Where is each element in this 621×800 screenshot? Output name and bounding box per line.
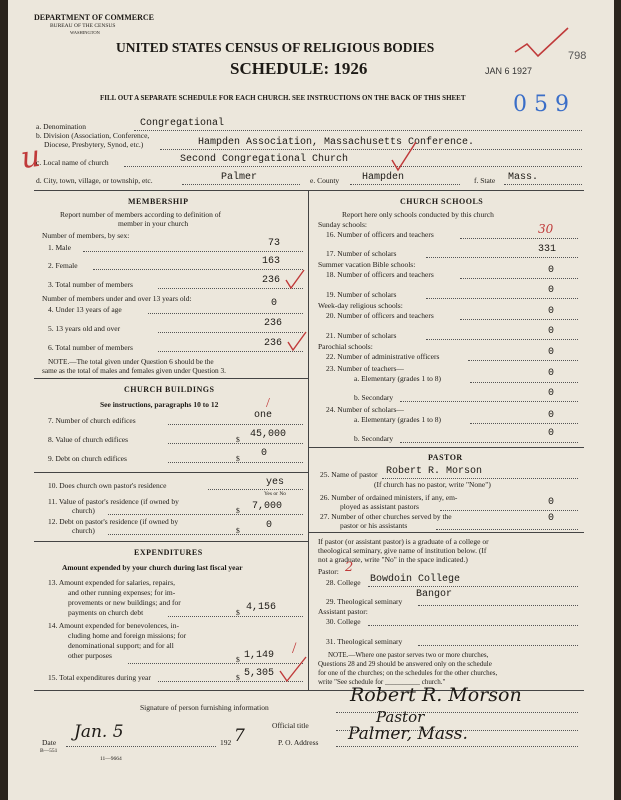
red-tick-q14: / <box>292 640 297 657</box>
q27-value: 0 <box>548 513 555 524</box>
pastor-subhead: Pastor: <box>318 567 339 576</box>
membership-note-2: same as the total of males and females given under Question 3. <box>42 366 226 375</box>
local-name-label: c. Local name of church <box>36 158 109 167</box>
leader <box>158 288 303 289</box>
county-value: Hampden <box>362 172 405 183</box>
q10-label: 10. Does church own pastor's residence <box>48 481 167 490</box>
q25-note: (If church has no pastor, write "None") <box>374 480 491 489</box>
red-check-q15 <box>278 655 308 683</box>
signature-line <box>336 712 578 713</box>
year-prefix: 192 <box>220 738 232 747</box>
leader <box>168 424 303 425</box>
q23a-label: a. Elementary (grades 1 to 8) <box>354 374 442 383</box>
dollar-sign: $ <box>236 673 240 682</box>
q13-label: 13. Amount expended for salaries, repairs, <box>48 578 176 587</box>
signature-value: Robert R. Morson <box>350 684 522 706</box>
local-name-value: Second Congregational Church <box>180 154 349 165</box>
official-title-value: Pastor <box>376 708 425 726</box>
q1-value: 73 <box>268 238 281 249</box>
vacation-label: Summer vacation Bible schools: <box>318 260 416 269</box>
expenditures-subtitle: Amount expended by your church during last fiscal year <box>62 563 243 572</box>
section-rule <box>308 447 584 448</box>
census-schedule-sheet <box>8 0 614 800</box>
dollar-sign: $ <box>236 608 240 617</box>
leader <box>400 442 578 443</box>
leader <box>158 351 303 352</box>
q14-label: 14. Amount expended for benevolences, in- <box>48 621 180 630</box>
denomination-value: Congregational <box>140 118 225 129</box>
q26-label-2: ployed as assistant pastors <box>340 502 419 511</box>
corner-number: 798 <box>568 50 587 62</box>
q6-label: 6. Total number of members <box>48 343 133 352</box>
q25-label: 25. Name of pastor <box>320 470 378 479</box>
q27-label-2: pastor or his assistants <box>340 521 408 530</box>
section-rule <box>34 378 308 379</box>
q2-label: 2. Female <box>48 261 78 270</box>
q26-label: 26. Number of ordained ministers, if any, em- <box>320 493 458 502</box>
q19-value: 0 <box>548 285 555 296</box>
q23b-value: 0 <box>548 388 555 399</box>
leader <box>468 360 578 361</box>
buildings-subtitle: See instructions, paragraphs 10 to 12 <box>100 400 219 409</box>
q13-value: 4,156 <box>246 602 277 613</box>
weekday-label: Week-day religious schools: <box>318 301 403 310</box>
dollar-sign: $ <box>236 655 240 664</box>
membership-heading: MEMBERSHIP <box>128 197 189 206</box>
red-check-q6 <box>286 330 308 352</box>
date-label: Date <box>42 738 57 747</box>
section-rule <box>34 541 308 542</box>
q13-label-3: provements or new buildings; and for <box>68 598 181 607</box>
divider <box>160 149 582 150</box>
leader <box>418 645 578 646</box>
leader <box>470 423 578 424</box>
q23-label: 23. Number of teachers— <box>326 364 404 373</box>
q14-value: 1,149 <box>244 650 275 661</box>
leader <box>83 251 303 252</box>
leader <box>460 238 578 239</box>
leader <box>368 625 578 626</box>
divider <box>182 184 300 185</box>
q30-label: 30. College <box>326 617 361 626</box>
section-rule <box>34 472 308 473</box>
leader <box>426 298 578 299</box>
q4-value: 0 <box>271 298 278 309</box>
q9-label: 9. Debt on church edifices <box>48 454 127 463</box>
pastor-note: NOTE.—Where one pastor serves two or more churches, <box>328 651 489 659</box>
q22-label: 22. Number of administrative officers <box>326 352 440 361</box>
city-value: Palmer <box>221 172 258 183</box>
red-check-mark-name <box>390 140 420 174</box>
q6-value: 236 <box>264 338 283 349</box>
q25-value: Robert R. Morson <box>386 466 483 477</box>
q7-value: one <box>254 410 273 421</box>
dollar-sign: $ <box>236 454 240 463</box>
po-address-label: P. O. Address <box>278 738 319 747</box>
q21-value: 0 <box>548 326 555 337</box>
leader <box>168 443 303 444</box>
q28-value: Bowdoin College <box>370 574 461 585</box>
sunday-label: Sunday schools: <box>318 220 367 229</box>
dollar-sign: $ <box>236 435 240 444</box>
denomination-label: a. Denomination <box>36 122 86 131</box>
section-rule <box>308 532 584 533</box>
date-value: Jan. 5 <box>74 722 124 742</box>
q22-value: 0 <box>548 347 555 358</box>
pastor-heading: PASTOR <box>428 453 463 462</box>
q18-label: 18. Number of officers and teachers <box>326 270 434 279</box>
leader <box>368 586 578 587</box>
q12-label-2: church) <box>72 526 95 535</box>
q2-value: 163 <box>262 256 281 267</box>
divider <box>504 184 582 185</box>
city-label: d. City, town, village, or township, etc. <box>36 176 153 185</box>
leader <box>168 462 303 463</box>
expenditures-heading: EXPENDITURES <box>134 548 203 557</box>
leader <box>108 534 303 535</box>
q23b-label: b. Secondary <box>354 393 394 402</box>
q16-label: 16. Number of officers and teachers <box>326 230 434 239</box>
leader <box>440 510 578 511</box>
q11-value: 7,000 <box>252 501 283 512</box>
date-line <box>66 746 216 747</box>
handwritten-code: 0 5 9 <box>513 92 569 117</box>
q31-label: 31. Theological seminary <box>326 637 403 646</box>
q15-value: 5,305 <box>244 668 275 679</box>
q14-label-3: denominational support; and for all <box>68 641 174 650</box>
q5-label: 5. 13 years old and over <box>48 324 121 333</box>
division-label-2: Diocese, Presbytery, Synod, etc.) <box>44 140 144 149</box>
q12-label: 12. Debt on pastor's residence (if owned by <box>48 517 179 526</box>
q27-label: 27. Number of other churches served by the <box>320 512 452 521</box>
q24a-label: a. Elementary (grades 1 to 8) <box>354 415 442 424</box>
division-label: b. Division (Association, Conference, <box>36 131 150 140</box>
q28-label: 28. College <box>326 578 361 587</box>
assistant-subhead: Assistant pastor: <box>318 607 368 616</box>
department-label: DEPARTMENT OF COMMERCE <box>34 13 155 22</box>
q17-label: 17. Number of scholars <box>326 249 397 258</box>
leader <box>158 332 303 333</box>
year-value: 7 <box>234 726 245 746</box>
leader <box>400 401 578 402</box>
print-number: 11—9664 <box>100 756 122 762</box>
red-check-q3 <box>284 268 306 290</box>
leader <box>470 382 578 383</box>
q26-value: 0 <box>548 497 555 508</box>
graduate-note: If pastor (or assistant pastor) is a graduate of a college or <box>318 537 489 546</box>
instructions-banner: FILL OUT A SEPARATE SCHEDULE FOR EACH CHURCH. SEE INSTRUCTIONS ON THE BACK OF THIS SHEET <box>100 94 466 102</box>
city-label: WASHINGTON <box>70 30 100 35</box>
q13-label-2: and other running expenses; for im- <box>68 588 176 597</box>
leader <box>168 616 303 617</box>
leader <box>93 269 303 270</box>
buildings-heading: CHURCH BUILDINGS <box>124 385 215 394</box>
membership-note: NOTE.—The total given under Question 6 should be the <box>48 357 214 366</box>
schools-subtitle: Report here only schools conducted by this church <box>342 210 494 219</box>
pastor-note-2: Questions 28 and 29 should be answered only on the schedule <box>318 660 492 668</box>
q8-value: 45,000 <box>250 429 287 440</box>
column-divider <box>308 190 309 690</box>
form-title: UNITED STATES CENSUS OF RELIGIOUS BODIES <box>116 40 435 55</box>
age-label: Number of members under and over 13 years old: <box>42 294 192 303</box>
q14-label-4: other purposes <box>68 651 112 660</box>
dollar-sign: $ <box>236 506 240 515</box>
po-address-value: Palmer, Mass. <box>348 724 468 744</box>
by-sex-label: Number of members, by sex: <box>42 231 130 240</box>
red-tick-q7: / <box>266 396 270 411</box>
bureau-label: BUREAU OF THE CENSUS <box>50 23 116 29</box>
q10-value: yes <box>266 477 285 488</box>
address-line <box>336 746 578 747</box>
membership-subtitle-2: member in your church <box>118 219 189 228</box>
signature-label: Signature of person furnishing information <box>140 703 269 712</box>
q3-value: 236 <box>262 275 281 286</box>
red-check-mark-top <box>513 24 573 64</box>
q20-value: 0 <box>548 306 555 317</box>
county-label: e. County <box>310 176 340 185</box>
leader <box>426 339 578 340</box>
q3-label: 3. Total number of members <box>48 280 133 289</box>
q4-label: 4. Under 13 years of age <box>48 305 122 314</box>
divider <box>350 184 460 185</box>
leader <box>128 663 303 664</box>
q24-label: 24. Number of scholars— <box>326 405 404 414</box>
q16-value: 30 <box>538 222 554 236</box>
leader <box>418 605 578 606</box>
section-top-rule <box>34 190 584 191</box>
q24a-value: 0 <box>548 410 555 421</box>
yes-no-hint: Yes or No <box>264 491 287 497</box>
official-title-label: Official title <box>272 721 309 730</box>
q5-value: 236 <box>264 318 283 329</box>
q1-label: 1. Male <box>48 243 71 252</box>
schools-heading: CHURCH SCHOOLS <box>400 197 484 206</box>
q17-value: 331 <box>538 244 557 255</box>
leader <box>148 313 303 314</box>
q18-value: 0 <box>548 265 555 276</box>
q24b-value: 0 <box>548 428 555 439</box>
state-label: f. State <box>474 176 496 185</box>
q21-label: 21. Number of scholars <box>326 331 397 340</box>
leader <box>426 257 578 258</box>
division-value: Hampden Association, Massachusetts Conference. <box>198 137 475 148</box>
q20-label: 20. Number of officers and teachers <box>326 311 434 320</box>
q29-label: 29. Theological seminary <box>326 597 403 606</box>
graduate-note-3: not a graduate, write "No" in the space indicated.) <box>318 555 468 564</box>
red-pastor-mark: 2 <box>345 560 354 575</box>
q12-value: 0 <box>266 520 273 531</box>
leader <box>460 319 578 320</box>
parochial-label: Parochial schools: <box>318 342 373 351</box>
q15-label: 15. Total expenditures during year <box>48 673 151 682</box>
q11-label-2: church) <box>72 506 95 515</box>
leader <box>382 478 578 479</box>
q8-label: 8. Value of church edifices <box>48 435 129 444</box>
pastor-note-3: for one of the churches; on the schedules for the other churches, <box>318 669 498 677</box>
q13-label-4: payments on church debt <box>68 608 144 617</box>
q7-label: 7. Number of church edifices <box>48 416 136 425</box>
form-number: B—551 <box>40 748 58 754</box>
q19-label: 19. Number of scholars <box>326 290 397 299</box>
divider <box>124 166 582 167</box>
leader <box>436 529 578 530</box>
q24b-label: b. Secondary <box>354 434 394 443</box>
red-margin-mark: u <box>18 138 43 177</box>
q9-value: 0 <box>261 448 268 459</box>
leader <box>208 489 303 490</box>
leader <box>460 278 578 279</box>
pastor-note-4: write "See schedule for __________ church." <box>318 678 446 686</box>
q11-label: 11. Value of pastor's residence (if owned by <box>48 497 179 506</box>
leader <box>108 514 303 515</box>
q14-label-2: cluding home and foreign missions; for <box>68 631 187 640</box>
date-received-stamp: JAN 6 1927 <box>485 66 533 76</box>
state-value: Mass. <box>508 172 539 183</box>
q29-value: Bangor <box>416 589 453 600</box>
q23a-value: 0 <box>548 368 555 379</box>
divider <box>134 130 582 131</box>
dollar-sign: $ <box>236 526 240 535</box>
schedule-year-title: SCHEDULE: 1926 <box>230 59 368 78</box>
membership-subtitle: Report number of members according to definition of <box>60 210 221 219</box>
graduate-note-2: theological seminary, give name of institution below. (If <box>318 546 487 555</box>
